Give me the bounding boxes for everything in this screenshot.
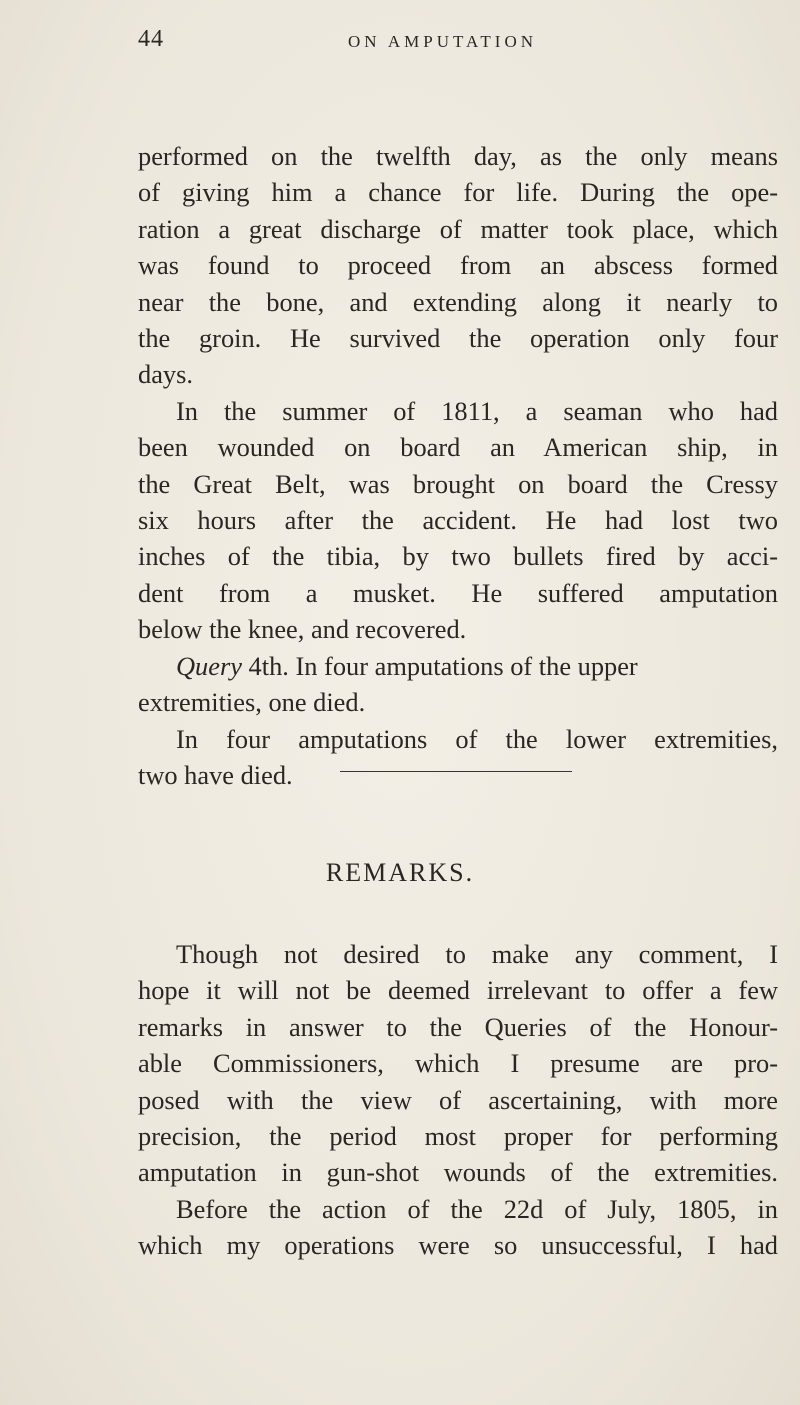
text-line: remarks in answer to the Queries of the Honour- bbox=[138, 1011, 778, 1042]
text-line: able Commissioners, which I presume are pro- bbox=[138, 1048, 778, 1079]
text-line: precision, the period most proper for performing bbox=[138, 1121, 778, 1152]
text-line: In the summer of 1811, a seaman who had bbox=[176, 395, 778, 426]
page-number: 44 bbox=[138, 26, 164, 52]
text-line: ration a great discharge of matter took place, which bbox=[138, 213, 778, 244]
text-line: In four amputations of the lower extremities, bbox=[176, 723, 778, 754]
text-line: two have died. bbox=[138, 759, 293, 790]
running-head: ON AMPUTATION bbox=[348, 32, 538, 51]
text-line: of giving him a chance for life. During the ope- bbox=[138, 177, 778, 208]
body-text bbox=[138, 138, 778, 793]
query-label: Query bbox=[176, 650, 242, 681]
text-line: six hours after the accident. He had lost two bbox=[138, 505, 778, 536]
text-line: the Great Belt, was brought on board the Cressy bbox=[138, 468, 778, 499]
text-line: inches of the tibia, by two bullets fired by acci- bbox=[138, 541, 778, 572]
query-text: 4th. In four amputations of the upper bbox=[241, 650, 638, 681]
text-line: Before the action of the 22d of July, 1805, in bbox=[176, 1193, 778, 1224]
text-line: days. bbox=[138, 359, 193, 390]
text-line: the groin. He survived the operation only four bbox=[138, 323, 778, 354]
remarks-text bbox=[138, 936, 778, 1264]
section-heading: REMARKS. bbox=[325, 858, 475, 887]
text-line: performed on the twelfth day, as the only means bbox=[138, 141, 778, 171]
text-line: amputation in gun-shot wounds of the extremities. bbox=[138, 1157, 778, 1188]
text-line: dent from a musket. He suffered amputation bbox=[138, 577, 778, 608]
text-line: near the bone, and extending along it nearly to bbox=[138, 286, 778, 317]
text-line: which my operations were so unsuccessful, I had bbox=[138, 1230, 778, 1261]
text-line: been wounded on board an American ship, in bbox=[138, 432, 778, 463]
text-line: was found to proceed from an abscess formed bbox=[138, 250, 778, 281]
text-line: below the knee, and recovered. bbox=[138, 614, 467, 645]
page-header bbox=[138, 18, 778, 58]
text-line-query bbox=[138, 648, 778, 684]
text-line: extremities, one died. bbox=[138, 687, 366, 718]
text-line: Though not desired to make any comment, I bbox=[176, 939, 778, 969]
text-line: hope it will not be deemed irrelevant to offer a few bbox=[138, 975, 778, 1006]
section-divider bbox=[340, 771, 572, 772]
text-line: posed with the view of ascertaining, with more bbox=[138, 1084, 778, 1115]
